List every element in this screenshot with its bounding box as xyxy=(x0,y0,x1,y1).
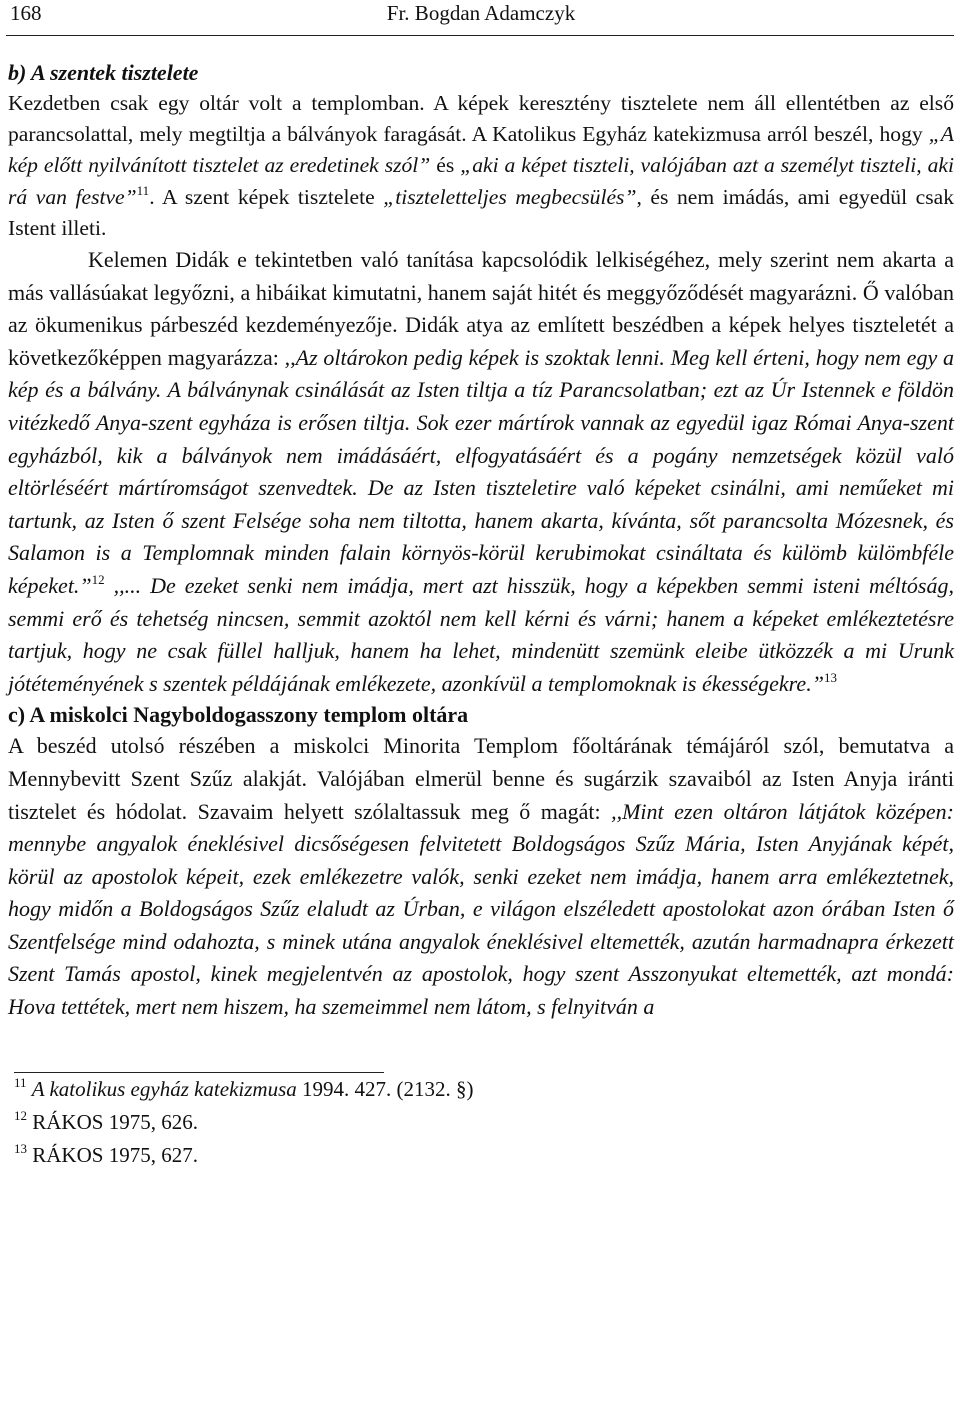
italic-text: „A kép előtt nyilvánított tisztelet az eredetinek szól” xyxy=(8,122,954,178)
text-run: és xyxy=(430,153,461,178)
italic-text: ,,... De ezeket senki nem imádja, mert azt hisszük, hogy a képekben semmi isteni méltóság, semmi erő és tehetség nincsen, semmit azoktól nem kell kérni és várni; hanem a képeket emlékeztetésre tartjuk, hogy ne csak füllel halljuk, hanem ha lehet, mindenütt szemünk eleibe ütközzék a mi Urunk jótéteményének s szentek példájának emlékezete, azonkívül a templomoknak is ékességekre.” xyxy=(8,572,954,696)
italic-text: A katolikus egyház katekizmusa xyxy=(31,1076,297,1101)
paragraph xyxy=(8,730,954,1023)
text-run: 1994. 427. (2132. §) xyxy=(296,1076,474,1101)
page-header xyxy=(8,0,954,30)
text-run: , és nem imádás, ami egyedül csak Istent illeti. xyxy=(8,184,955,240)
text-run: Kezdetben csak egy oltár volt a templomban. A képek keresztény tisztelete nem áll ellentétben az első parancsolattal, mely megtiltja a bálványok faragását. A Katolikus Egyház katekizmusa arról beszél, hogy xyxy=(8,91,954,147)
footnote xyxy=(14,1106,954,1139)
paragraph xyxy=(8,88,954,244)
footnote-number: 13 xyxy=(14,1140,27,1156)
text-run: 1975, 626. xyxy=(103,1109,198,1134)
text-run: R xyxy=(32,1109,47,1134)
paragraph xyxy=(8,244,954,700)
text-run: Kelemen Didák e tekintetben való tanítása kapcsolódik lelkiségéhez, mely szerint nem akarta a más vallásúakat legyőzni, a hibáikat kimutatni, hanem saját hitét és meggyőződését magyarázni. Ő valóban az ökumenikus párbeszéd kezdeményezője. Didák atya az említett beszédben a képek helyes tiszteletét a következőképpen magyarázza: xyxy=(8,247,954,370)
text-run: ÁKOS xyxy=(46,1142,104,1167)
footnote-ref: 13 xyxy=(823,669,837,685)
footnote-ref: 12 xyxy=(91,571,105,587)
running-title: Fr. Bogdan Adamczyk xyxy=(386,1,576,25)
footnote xyxy=(14,1139,954,1172)
footnotes xyxy=(8,1073,954,1172)
section-heading-text: c) A miskolci Nagyboldogasszony templom oltára xyxy=(8,702,469,728)
text-run: . A szent képek tisztelete xyxy=(149,184,384,209)
footnote-number: 12 xyxy=(14,1107,27,1123)
section-b xyxy=(8,58,954,700)
italic-text: ,,Az oltárokon pedig képek is szoktak lenni. Meg kell érteni, hogy nem egy a kép és a bálvány. A bálványnak csinálását az Isten tiltja a tíz Parancsolatban; ezt az Úr Istennek e földön vitézkedő Anya-szent egyháza is erősen tiltja. Sok ezer mártírok vannak az egyedül igaz Római Anya-szent egyházból, kik a bálványok nem imádásáért, elfogyatásáért és a pogány nemzetségek közül való eltörléséért mártíromságot szenvedtek. De az Isten tiszteletire való képeket csinálni, ami neműeket mi tartunk, az Isten ő szent Felsége soha nem tiltotta, hanem akarta, kívánta, sőt parancsolta Mózesnek, és Salamon is a Templomnak minden falain környös-körül kerubimokat csináltata és külömb külömbféle képeket.” xyxy=(8,344,954,598)
text-run xyxy=(105,573,114,598)
section-c xyxy=(8,700,954,1023)
footnote-ref: 11 xyxy=(136,182,150,198)
text-run: A beszéd utolsó részében a miskolci Minorita Templom főoltárának témájáról szól, bemutatva a Mennybevitt Szent Szűz alakját. Valójában elmerül benne és sugárzik szavaiból az Isten Anyja iránti tisztelet és hódolat. Szavaim helyett szólaltassuk meg ő magát: xyxy=(8,733,954,824)
header-rule xyxy=(6,35,954,36)
section-heading: b) A szentek tisztelete xyxy=(8,60,199,85)
section-heading xyxy=(8,700,954,730)
footnote-number: 11 xyxy=(14,1074,27,1090)
text-run: 1975, 627. xyxy=(103,1142,198,1167)
text-run: ÁKOS xyxy=(46,1109,104,1134)
footnote xyxy=(14,1073,954,1106)
italic-text: ,,Mint ezen oltáron látjátok középen: mennybe angyalok éneklésivel dicsőségesen felvitetett Boldogságos Szűz Mária, Isten Anyjának képét, körül az apostolok képeit, ezek emlékezetre valók, senki ezeket nem imádja, hanem arra emlékeztetnek, hogy midőn a Boldogságos Szűz elaludt az Úrban, e világon elszéledett apostolokat azon órában Isten ő Szentfelsége mind odahozta, s minek utána angyalok éneklésivel eltemették, azután harmadnapra érkezett Szent Tamás apostol, kinek megjelentvén az apostolok, hogy szent Asszonyukat eltemették, azt mondá: Hova tettétek, mert nem hiszem, ha szemeimmel nem látom, s felnyitván a xyxy=(8,798,954,1020)
italic-text: „tiszteletteljes megbecsülés” xyxy=(383,184,637,209)
italic-text: „aki a képet tiszteli, valójában azt a személyt tiszteli, aki rá van festve” xyxy=(8,153,954,209)
page-number: 168 xyxy=(10,1,42,25)
text-run: R xyxy=(32,1142,47,1167)
